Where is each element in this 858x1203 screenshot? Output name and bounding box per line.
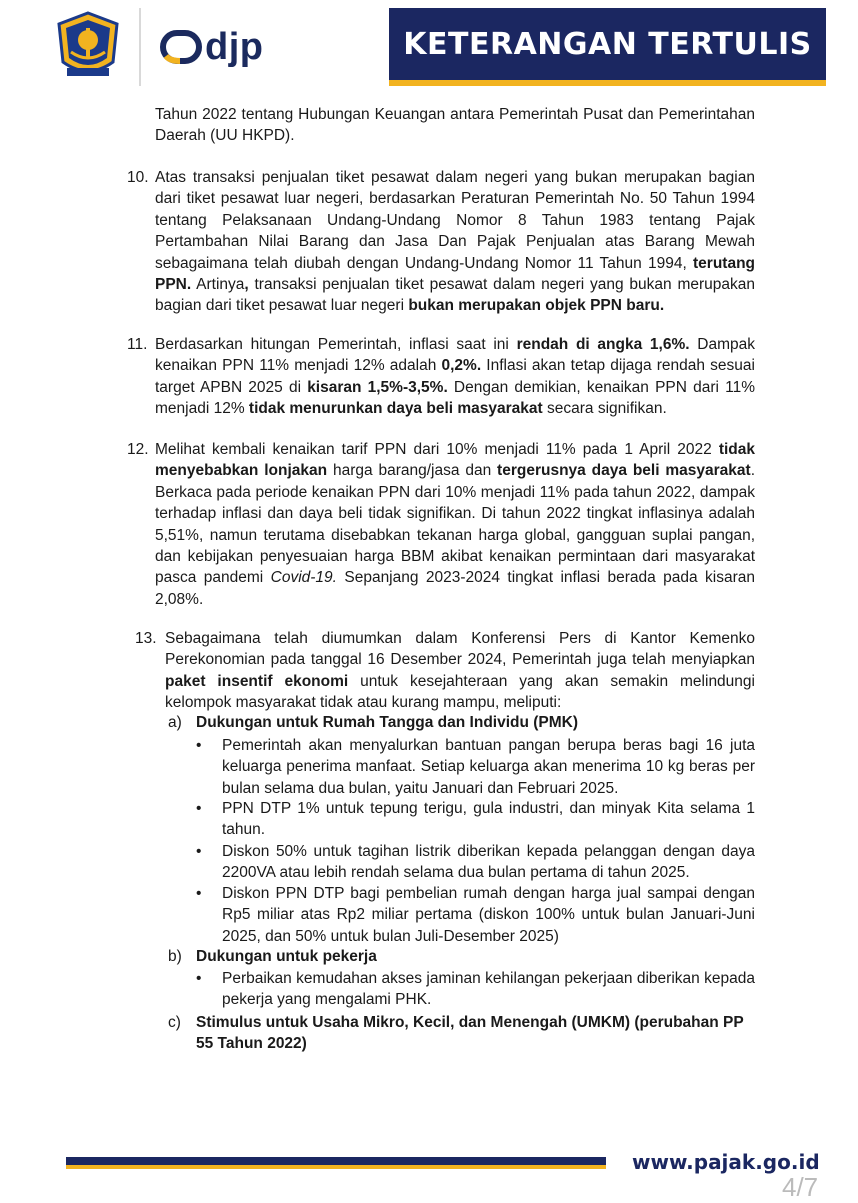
item-bold: 0,2%.: [441, 357, 482, 375]
item-bold: bukan merupakan objek PPN baru.: [408, 297, 665, 315]
sub-title-b: [196, 946, 756, 967]
item-bold: tergerusnya daya beli masyarakat: [497, 462, 751, 480]
djp-logo-text: djp: [205, 25, 264, 68]
list-item-13: [135, 628, 755, 714]
item-number: 10.: [127, 169, 149, 186]
bullet-item: [196, 798, 755, 841]
bullet-item: [196, 735, 755, 799]
bullet-dot-icon: •: [196, 970, 202, 987]
item-bold: terutang PPN.: [155, 254, 755, 294]
item-bold: ,: [244, 276, 249, 294]
bullet-text: Pemerintah akan menyalurkan bantuan pangan berupa beras bagi 16 juta keluarga penerima manfaat. Setiap keluarga akan menerima 10 kg beras per bulan selama dua bulan, yaitu Januari dan Februari 2025.: [222, 737, 755, 797]
item-bold: kisaran 1,5%-3,5%.: [307, 378, 448, 396]
item-text: . Berkaca pada periode kenaikan PPN dari 10% menjadi 11% pada tahun 2022, dampak terhadap inflasi dan daya beli tidak signifikan. Di tahun 2022 tingkat inflasinya adalah 5,51%, namun terutama disebabkan tekanan harga global, gangguan suplai pangan, dan kebijakan penyesuaian harga BBM akibat kenaikan permintaan dari masyarakat pasca pandemi: [155, 462, 756, 587]
item-text: Dengan demikian, kenaikan PPN dari 11% menjadi 12%: [155, 378, 755, 418]
item-bold: paket insentif ekonomi: [165, 672, 349, 690]
header-divider: [139, 8, 141, 86]
item-text: Inflasi akan tetap dijaga rendah sesuai target APBN 2025 di: [155, 357, 755, 396]
sub-title-text: Stimulus untuk Usaha Mikro, Kecil, dan Menengah (UMKM) (perubahan PP 55 Tahun 2022): [196, 1014, 744, 1053]
bullet-dot-icon: •: [196, 885, 202, 902]
item-text: Berdasarkan hitungan Pemerintah, inflasi saat ini: [155, 336, 517, 353]
item-text: Sebagaimana telah diumumkan dalam Konferensi Pers di Kantor Kemenko Perekonomian pada tanggal 16 Desember 2024, Pemerintah juga telah menyiapkan: [165, 630, 755, 669]
title-banner: [389, 8, 826, 86]
footer-bar: [66, 1157, 606, 1165]
footer-accent-bar: [66, 1165, 606, 1169]
bullet-item: [196, 841, 755, 884]
djp-ring-icon: [160, 30, 202, 64]
item-text: Dampak kenaikan PPN 11% menjadi 12% adalah: [155, 336, 755, 375]
bullet-text: PPN DTP 1% untuk tepung terigu, gula industri, dan minyak Kita selama 1 tahun.: [222, 800, 755, 839]
item-bold: rendah di angka 1,6%.: [516, 336, 690, 353]
list-item-10: [127, 167, 755, 317]
list-item-12: [127, 439, 756, 610]
sub-label-b: b): [168, 948, 182, 965]
item-italic: Covid-19.: [270, 569, 337, 587]
item-text: Atas transaksi penjualan tiket pesawat dalam negeri yang bukan merupakan bagian dari tiket pesawat luar negeri, berdasarkan Peraturan Pemerintah No. 50 Tahun 1994 tentang Pelaksanaan Undang-Undang Nomor 8 Tahun 1983 tentang Pajak Pertambahan Nilai Barang dan Jasa Dan Pajak Penjualan atas Barang Mewah sebagaimana telah diubah dengan Undang-Undang Nomor 11 Tahun 1994,: [155, 169, 755, 272]
sub-title-text: Dukungan untuk Rumah Tangga dan Individu (PMK): [196, 714, 579, 731]
document-title: KETERANGAN TERTULIS: [403, 26, 812, 62]
item-number: 13.: [135, 630, 157, 647]
list-item-11: [127, 334, 755, 420]
djp-logo: [160, 24, 263, 70]
item-bold: tidak menyebabkan lonjakan: [155, 441, 755, 480]
item-text: Melihat kembali kenaikan tarif PPN dari 10% menjadi 11% pada 1 April 2022: [155, 441, 719, 458]
kemenkeu-emblem-icon: [55, 10, 121, 82]
bullet-item: [196, 968, 755, 1011]
sub-title-a: [196, 712, 756, 733]
item-number: 11.: [127, 336, 148, 353]
intro-text: Tahun 2022 tentang Hubungan Keuangan antara Pemerintah Pusat dan Pemerintahan Daerah (UU HKPD).: [155, 106, 755, 145]
bullet-dot-icon: •: [196, 843, 202, 860]
item-text: Sepanjang 2023-2024 tingkat inflasi berada pada kisaran 2,08%.: [155, 569, 756, 608]
bullet-dot-icon: •: [196, 737, 202, 754]
sub-label-a: a): [168, 714, 182, 731]
sub-title-text: Dukungan untuk pekerja: [196, 948, 377, 965]
item-text: harga barang/jasa dan: [327, 462, 498, 480]
bullet-text: Diskon PPN DTP bagi pembelian rumah dengan harga jual sampai dengan Rp5 miliar atas Rp2 miliar pertama (diskon 100% untuk bulan Januari-Juni 2025, dan 50% untuk bulan Juli-Desember 2025): [222, 885, 755, 945]
sub-label-c: c): [168, 1014, 181, 1031]
item-text: Artinya: [191, 276, 245, 294]
item-text: untuk kesejahteraan yang akan semakin melindungi kelompok masyarakat tidak atau kurang mampu, meliputi:: [165, 672, 755, 712]
item-number: 12.: [127, 441, 149, 458]
page-number: 4/7: [782, 1172, 819, 1202]
bullet-dot-icon: •: [196, 800, 202, 817]
item-text: secara signifikan.: [542, 400, 667, 418]
bullet-item: [196, 883, 755, 947]
item-text: transaksi penjualan tiket pesawat dalam negeri yang bukan merupakan bagian dari tiket pesawat luar negeri: [155, 276, 755, 315]
footer-website: www.pajak.go.id: [632, 1150, 820, 1174]
bullet-text: Diskon 50% untuk tagihan listrik diberikan kepada pelanggan dengan daya 2200VA atau lebih rendah selama dua bulan pertama di tahun 2025.: [222, 843, 755, 882]
intro-paragraph: [155, 104, 755, 147]
sub-title-c: [196, 1012, 761, 1055]
bullet-text: Perbaikan kemudahan akses jaminan kehilangan pekerjaan diberikan kepada pekerja yang mengalami PHK.: [222, 970, 755, 1009]
item-bold: tidak menurunkan daya beli masyarakat: [248, 400, 543, 418]
document-header: [0, 0, 858, 100]
